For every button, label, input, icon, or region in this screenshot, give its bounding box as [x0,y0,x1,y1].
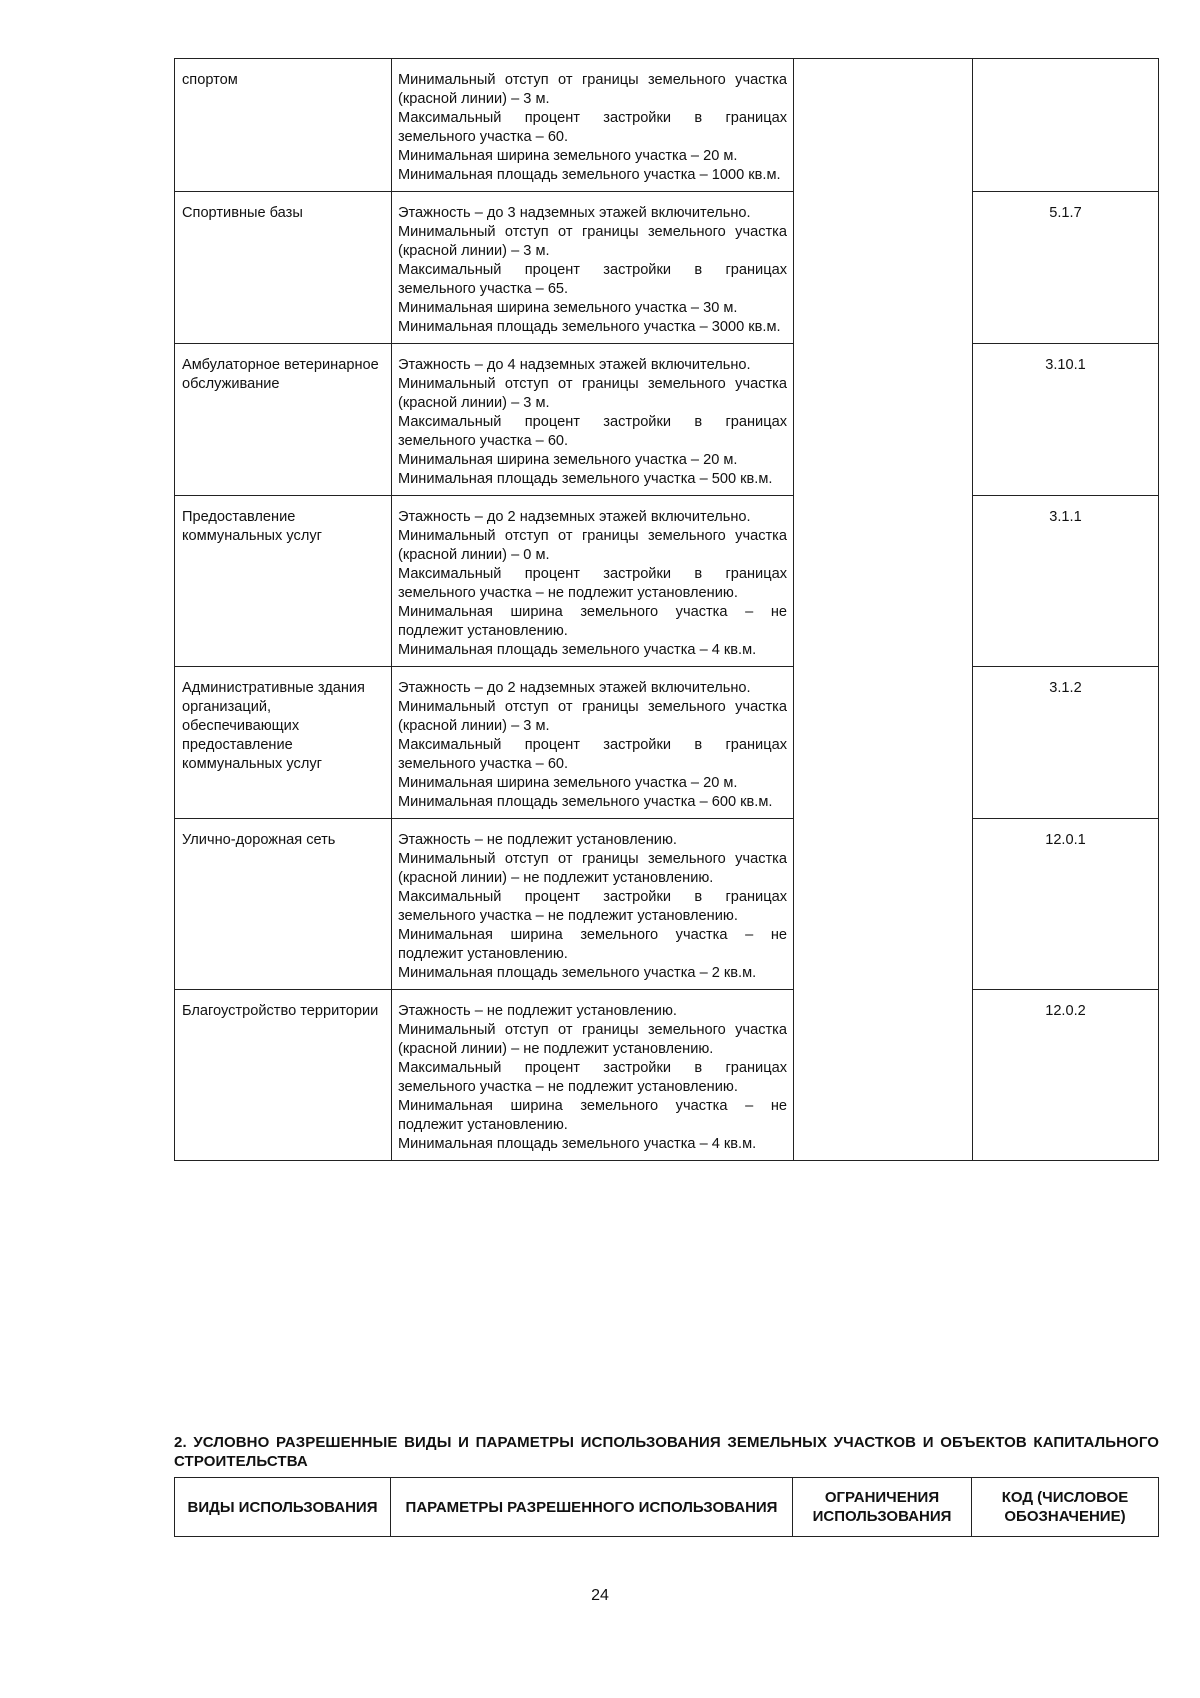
parameter-line: Минимальный отступ от границы земельного участка (красной линии) – 0 м. [398,528,787,563]
header-usage-types: ВИДЫ ИСПОЛЬЗОВАНИЯ [175,1478,391,1537]
parameter-line: Минимальный отступ от границы земельного участка (красной линии) – 3 м. [398,699,787,734]
usage-type-cell: Благоустройство территории [175,990,392,1161]
code-cell: 12.0.2 [973,990,1159,1161]
parameter-line: Максимальный процент застройки в границах земельного участка – 60. [398,414,787,449]
code-cell: 3.1.2 [973,667,1159,819]
table-row [175,496,1159,667]
parameter-line: Максимальный процент застройки в границах земельного участка – не подлежит установлению. [398,1060,787,1095]
parameter-line: Минимальная ширина земельного участка – не подлежит установлению. [398,927,787,962]
parameters-cell [392,819,794,990]
parameter-line: Минимальный отступ от границы земельного участка (красной линии) – 3 м. [398,376,787,411]
parameter-line: Минимальный отступ от границы земельного участка (красной линии) – не подлежит установлению. [398,1022,787,1057]
parameter-line: Минимальная площадь земельного участка – 1000 кв.м. [398,167,781,183]
parameters-cell [392,496,794,667]
parameters-cell [392,344,794,496]
usage-type-cell: спортом [175,59,392,192]
header-row [175,1478,1159,1537]
parameter-line: Этажность – до 4 надземных этажей включительно. [398,357,751,373]
parameter-line: Минимальный отступ от границы земельного участка (красной линии) – 3 м. [398,224,787,259]
section-2-table-header [174,1477,1159,1537]
parameter-line: Этажность – до 3 надземных этажей включительно. [398,205,751,221]
usage-type-cell: Предоставление коммунальных услуг [175,496,392,667]
parameter-line: Максимальный процент застройки в границах земельного участка – не подлежит установлению. [398,566,787,601]
code-cell: 12.0.1 [973,819,1159,990]
parameter-line: Этажность – до 2 надземных этажей включительно. [398,509,751,525]
parameters-cell [392,192,794,344]
parameter-line: Минимальная площадь земельного участка – 2 кв.м. [398,965,757,981]
code-cell: 3.1.1 [973,496,1159,667]
table-row [175,990,1159,1161]
parameter-line: Максимальный процент застройки в границах земельного участка – не подлежит установлению. [398,889,787,924]
page-number: 24 [591,1587,609,1604]
parameter-line: Минимальная площадь земельного участка – 600 кв.м. [398,794,773,810]
parameters-cell [392,990,794,1161]
parameters-cell [392,667,794,819]
table-row [175,192,1159,344]
parameter-line: Минимальная площадь земельного участка – 3000 кв.м. [398,319,781,335]
restrictions-cell [794,59,973,1161]
code-cell [973,59,1159,192]
code-cell: 3.10.1 [973,344,1159,496]
parameter-line: Минимальный отступ от границы земельного участка (красной линии) – не подлежит установлению. [398,851,787,886]
usage-type-cell: Амбулаторное ветеринарное обслуживание [175,344,392,496]
table-row [175,819,1159,990]
header-restrictions: ОГРАНИЧЕНИЯ ИСПОЛЬЗОВАНИЯ [793,1478,972,1537]
land-use-table [174,58,1159,1161]
parameter-line: Этажность – не подлежит установлению. [398,1003,677,1019]
header-permitted-parameters: ПАРАМЕТРЫ РАЗРЕШЕННОГО ИСПОЛЬЗОВАНИЯ [391,1478,793,1537]
parameter-line: Минимальная ширина земельного участка – 30 м. [398,300,738,316]
usage-type-cell: Административные здания организаций, обеспечивающих предоставление коммунальных услуг [175,667,392,819]
parameters-cell [392,59,794,192]
code-cell: 5.1.7 [973,192,1159,344]
parameter-line: Минимальная ширина земельного участка – 20 м. [398,148,738,164]
parameter-line: Минимальная площадь земельного участка – 4 кв.м. [398,642,757,658]
parameter-line: Максимальный процент застройки в границах земельного участка – 65. [398,262,787,297]
table-row [175,59,1159,192]
parameter-line: Минимальный отступ от границы земельного участка (красной линии) – 3 м. [398,72,787,107]
header-code: КОД (ЧИСЛОВОЕ ОБОЗНАЧЕНИЕ) [972,1478,1159,1537]
parameter-line: Минимальная площадь земельного участка – 500 кв.м. [398,471,773,487]
parameter-line: Минимальная ширина земельного участка – 20 м. [398,775,738,791]
land-use-table-body [175,59,1159,1161]
parameter-line: Этажность – не подлежит установлению. [398,832,677,848]
table-row [175,344,1159,496]
parameter-line: Максимальный процент застройки в границах земельного участка – 60. [398,110,787,145]
usage-type-cell: Спортивные базы [175,192,392,344]
parameter-line: Этажность – до 2 надземных этажей включительно. [398,680,751,696]
section-title: 2. УСЛОВНО РАЗРЕШЕННЫЕ ВИДЫ И ПАРАМЕТРЫ ИСПОЛЬЗОВАНИЯ ЗЕМЕЛЬНЫХ УЧАСТКОВ И ОБЪЕКТОВ КАПИТАЛЬНОГО СТРОИТЕЛЬСТВА [174,1434,1159,1470]
parameter-line: Минимальная площадь земельного участка – 4 кв.м. [398,1136,757,1152]
usage-type-cell: Улично-дорожная сеть [175,819,392,990]
parameter-line: Минимальная ширина земельного участка – не подлежит установлению. [398,1098,787,1133]
table-row [175,667,1159,819]
parameter-line: Минимальная ширина земельного участка – 20 м. [398,452,738,468]
parameter-line: Минимальная ширина земельного участка – не подлежит установлению. [398,604,787,639]
parameter-line: Максимальный процент застройки в границах земельного участка – 60. [398,737,787,772]
